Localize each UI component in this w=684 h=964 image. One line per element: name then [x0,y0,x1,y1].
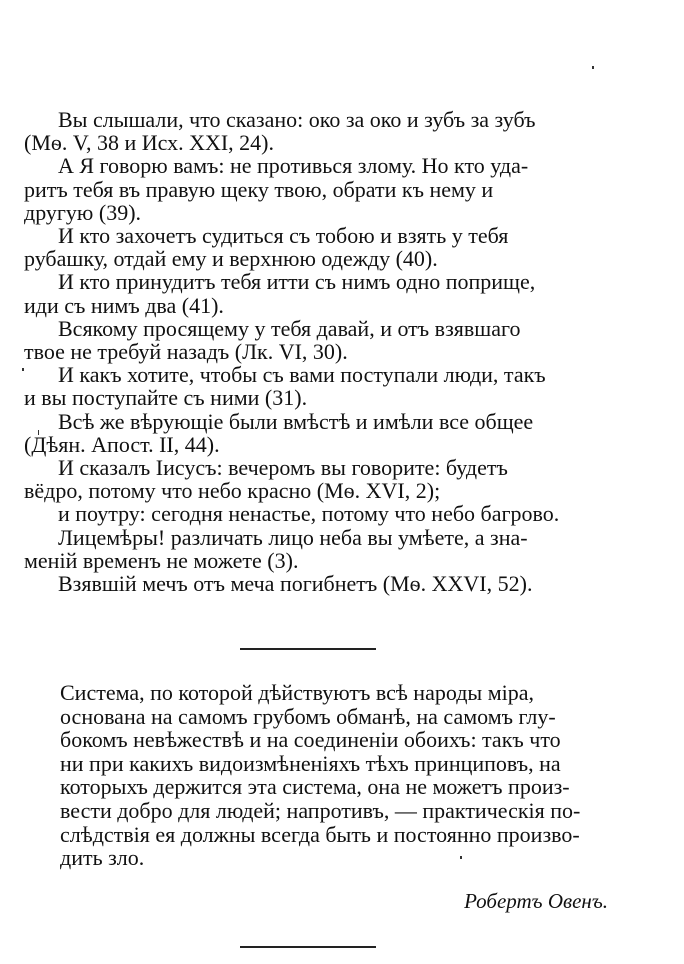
section-divider [240,946,376,948]
quote-paragraph [24,502,660,525]
text-line: другую (39). [24,199,142,225]
author-signature: Робертъ Овенъ. [464,889,608,913]
text-line: вёдро, потому что небо красно (Мѳ. XVI, 2); [24,478,441,504]
text-line: Всякому просящему у тебя давай, и отъ взявшаго [58,315,521,341]
text-line: рубашку, отдай ему и верхнюю одежду (40). [24,246,438,272]
quote-paragraph [24,224,660,270]
quote-paragraph [24,456,660,502]
text-line: иди съ нимъ два (41). [24,292,224,318]
text-line: меній временъ не можете (3). [24,547,299,573]
quote-paragraph [24,270,660,316]
quote-paragraph [24,410,660,456]
text-line: (Мѳ. V, 38 и Исх. XXI, 24). [24,130,275,156]
text-line: слѣдствія ея должны всегда быть и постоянно произво- [60,821,580,847]
text-line: Взявшій мечъ отъ меча погибнетъ (Мѳ. XXVI, 52). [58,571,533,597]
scripture-quotes [24,108,660,595]
text-line: ритъ тебя въ правую щеку твою, обрати къ нему и [24,176,494,202]
quote-paragraph [24,108,660,154]
text-line: которыхъ держится эта система, она не можетъ произ- [60,774,570,800]
section-divider [240,648,376,650]
text-line: и вы поступайте съ ними (31). [24,385,308,411]
text-line: основана на самомъ грубомъ обманѣ, на самомъ глу- [60,703,556,729]
text-line: И кто захочетъ судиться съ тобою и взять у тебя [58,223,509,249]
text-line: Вы слышали, что сказано: око за око и зубъ за зубъ [58,107,536,132]
owen-quote-paragraph [60,681,664,870]
quote-paragraph [24,572,660,595]
print-speck [592,66,594,69]
text-line: Система, по которой дѣйствуютъ всѣ народы міра, [60,680,534,705]
text-line: твое не требуй назадъ (Лк. VI, 30). [24,339,348,365]
quote-paragraph [24,363,660,409]
text-line: И какъ хотите, чтобы съ вами поступали люди, такъ [58,362,546,388]
text-line: А Я говорю вамъ: не противься злому. Но кто уда- [58,153,529,179]
text-line: и поутру: сегодня ненастье, потому что небо багрово. [58,501,560,527]
text-line: бокомъ невѣжествѣ и на соединеніи обоихъ: такъ что [60,727,561,753]
text-line: И сказалъ Іисусъ: вечеромъ вы говорите: будетъ [58,455,508,481]
quote-paragraph [24,154,660,224]
quote-paragraph [24,317,660,363]
quote-paragraph [24,526,660,572]
text-line: И кто принудитъ тебя итти съ нимъ одно поприще, [58,269,536,295]
text-line: вести добро для людей; напротивъ, — практическія по- [60,797,581,823]
text-line: ни при какихъ видоизмѣненіяхъ тѣхъ принциповъ, на [60,750,561,776]
text-line: Лицемѣры! различать лицо неба вы умѣете, а зна- [58,524,528,550]
text-line: Всѣ же вѣрующіе были вмѣстѣ и имѣли все общее [58,408,534,434]
text-line: (Дѣян. Апост. II, 44). [24,431,220,457]
text-line: дить зло. [60,845,145,871]
